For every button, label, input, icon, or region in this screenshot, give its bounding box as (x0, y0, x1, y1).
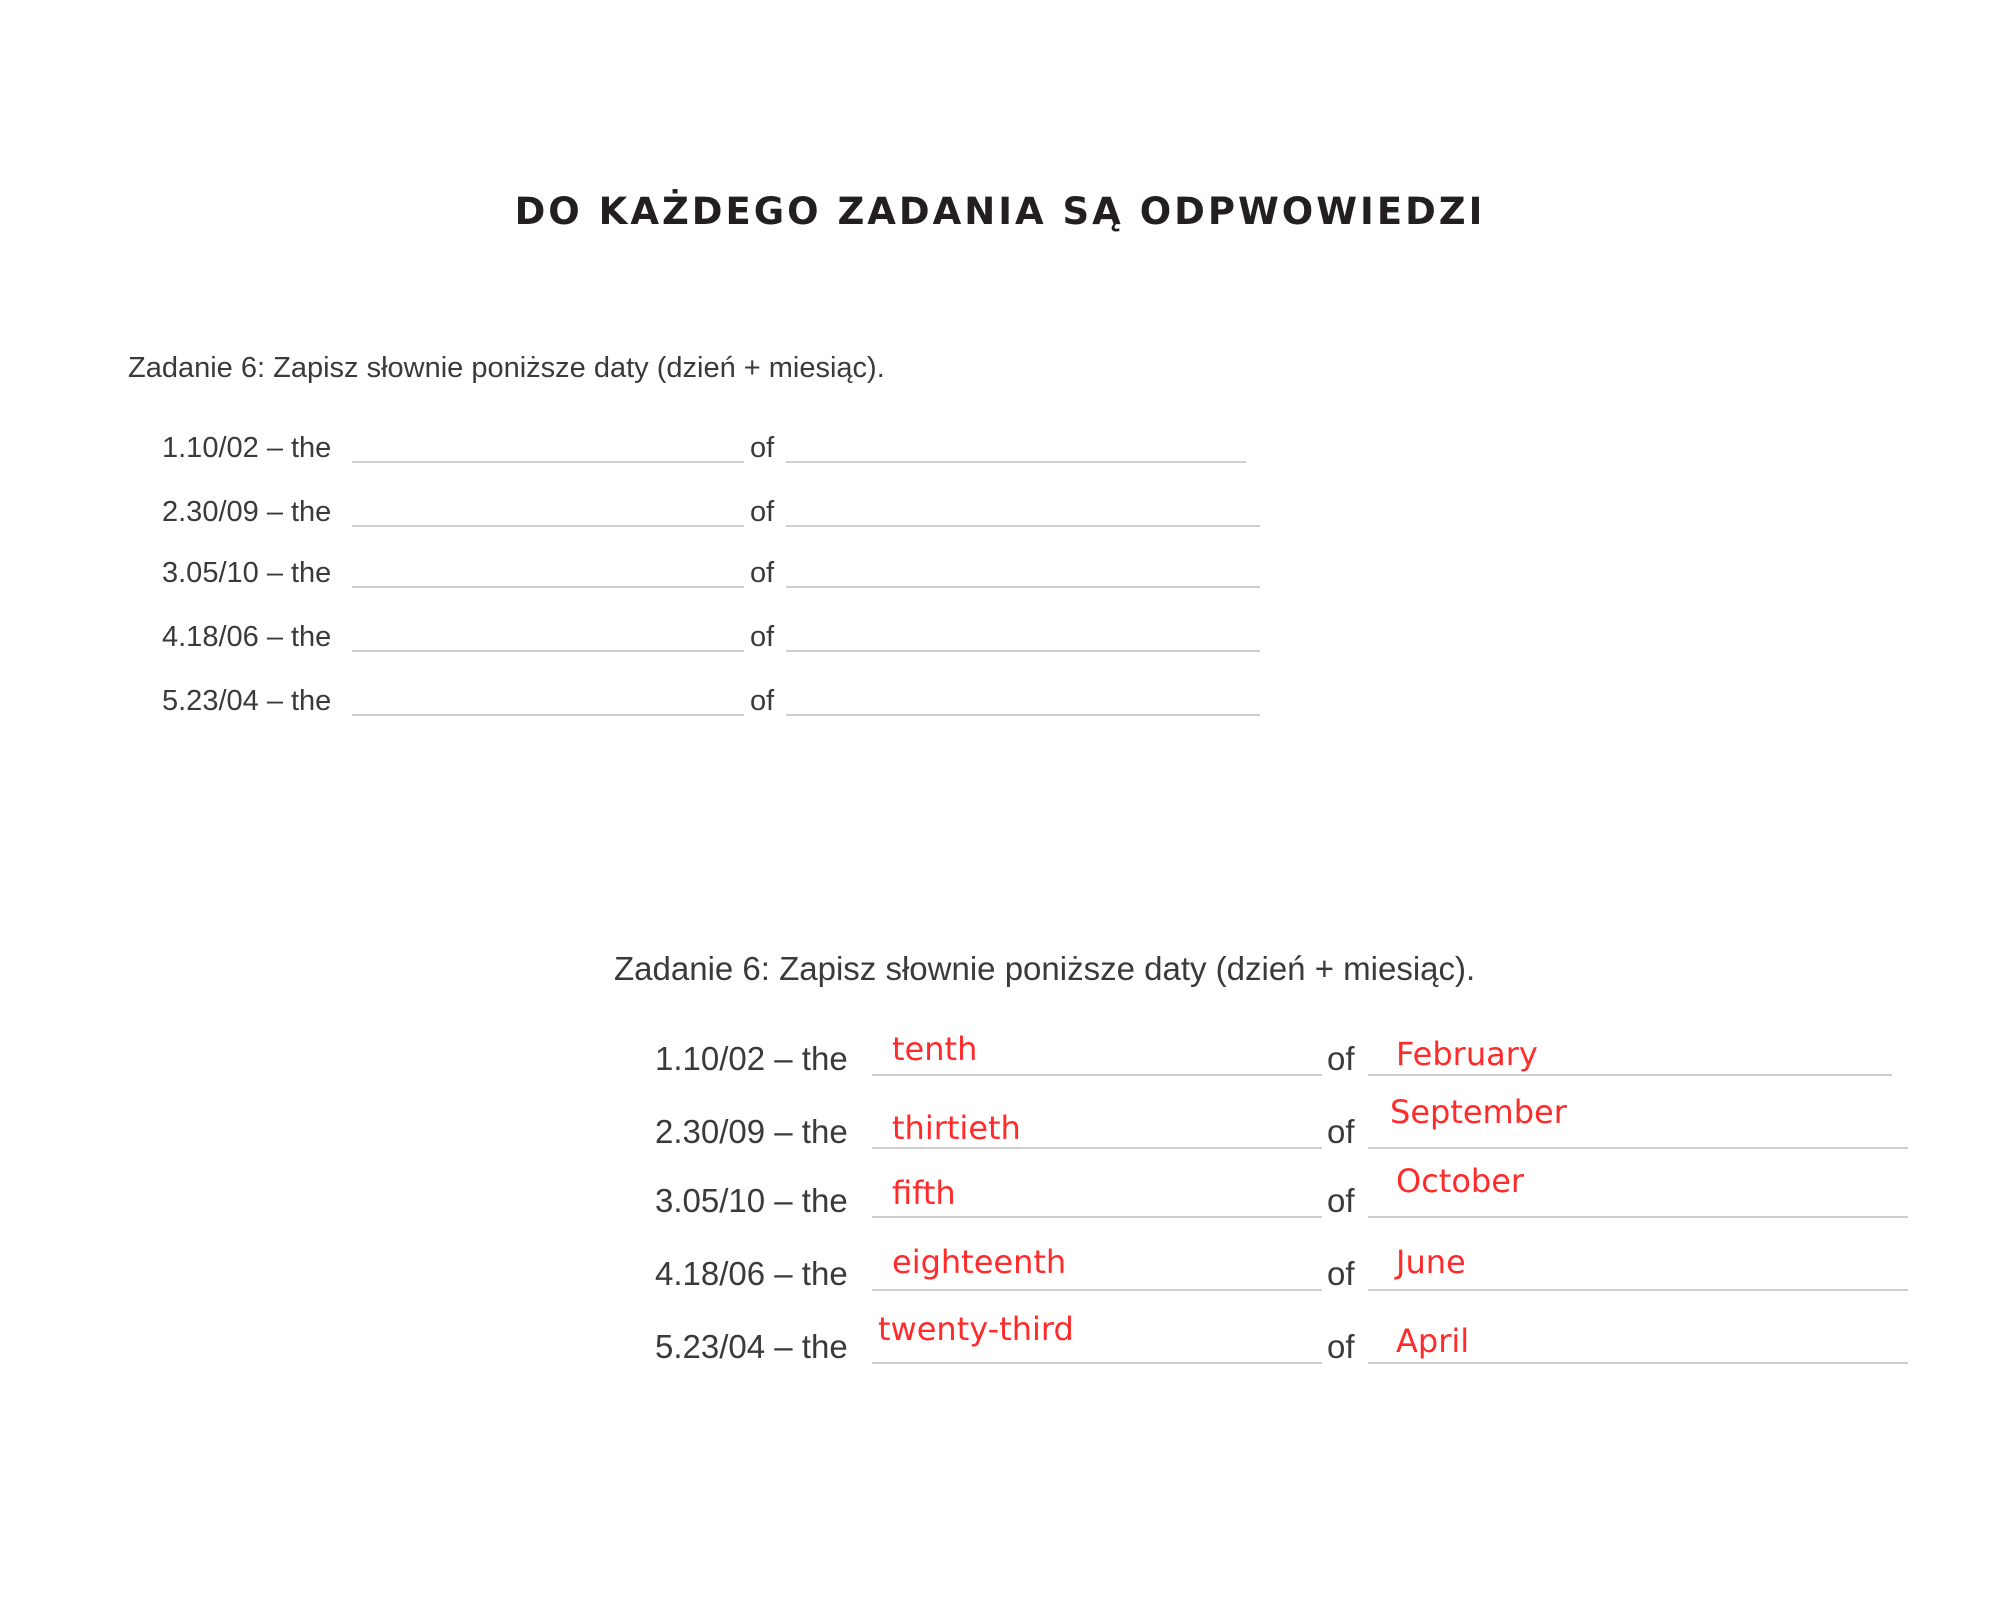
day-blank[interactable] (352, 525, 744, 527)
month-answer: October (1396, 1162, 1525, 1200)
of-label: of (1327, 1255, 1355, 1292)
of-label: of (750, 621, 775, 653)
day-answer: thirtieth (892, 1109, 1021, 1147)
month-answer: February (1396, 1035, 1538, 1073)
row-label: 1.10/02 – the (655, 1040, 848, 1077)
row-label: 2.30/09 – the (655, 1113, 848, 1150)
of-label: of (750, 685, 775, 717)
month-blank[interactable] (1368, 1147, 1908, 1149)
row-label: 4.18/06 – the (655, 1255, 848, 1292)
day-answer: tenth (892, 1030, 978, 1068)
row-label: 1.10/02 – the (162, 432, 332, 464)
month-blank[interactable] (786, 461, 1246, 463)
day-blank[interactable] (352, 586, 744, 588)
row-label: 4.18/06 – the (162, 621, 332, 653)
day-blank[interactable] (352, 650, 744, 652)
month-answer: June (1396, 1243, 1466, 1281)
month-blank[interactable] (786, 525, 1260, 527)
row-label: 3.05/10 – the (162, 557, 332, 589)
of-label: of (1327, 1328, 1355, 1365)
month-blank[interactable] (1368, 1074, 1892, 1076)
month-blank[interactable] (786, 714, 1260, 716)
day-answer: twenty-third (878, 1310, 1074, 1348)
month-blank[interactable] (1368, 1216, 1908, 1218)
day-answer: fifth (892, 1174, 956, 1212)
exercise-heading: Zadanie 6: Zapisz słownie poniższe daty (dzień + miesiąc). (614, 950, 1476, 987)
row-label: 3.05/10 – the (655, 1182, 848, 1219)
month-answer: September (1390, 1093, 1567, 1131)
of-label: of (750, 496, 775, 528)
day-blank[interactable] (352, 461, 744, 463)
day-blank[interactable] (872, 1147, 1322, 1149)
month-blank[interactable] (786, 650, 1260, 652)
day-blank[interactable] (872, 1074, 1322, 1076)
of-label: of (1327, 1040, 1355, 1077)
row-label: 2.30/09 – the (162, 496, 332, 528)
month-blank[interactable] (1368, 1289, 1908, 1291)
month-blank[interactable] (1368, 1362, 1908, 1364)
month-answer: April (1396, 1322, 1470, 1360)
of-label: of (1327, 1182, 1355, 1219)
exercise-heading: Zadanie 6: Zapisz słownie poniższe daty (dzień + miesiąc). (128, 352, 885, 384)
of-label: of (750, 432, 775, 464)
day-answer: eighteenth (892, 1243, 1067, 1281)
row-label: 5.23/04 – the (162, 685, 332, 717)
page-title: DO KAŻDEGO ZADANIA SĄ ODPWOWIEDZI (514, 190, 1486, 233)
day-blank[interactable] (352, 714, 744, 716)
month-blank[interactable] (786, 586, 1260, 588)
day-blank[interactable] (872, 1362, 1322, 1364)
row-label: 5.23/04 – the (655, 1328, 848, 1365)
day-blank[interactable] (872, 1216, 1322, 1218)
of-label: of (750, 557, 775, 589)
day-blank[interactable] (872, 1289, 1322, 1291)
of-label: of (1327, 1113, 1355, 1150)
